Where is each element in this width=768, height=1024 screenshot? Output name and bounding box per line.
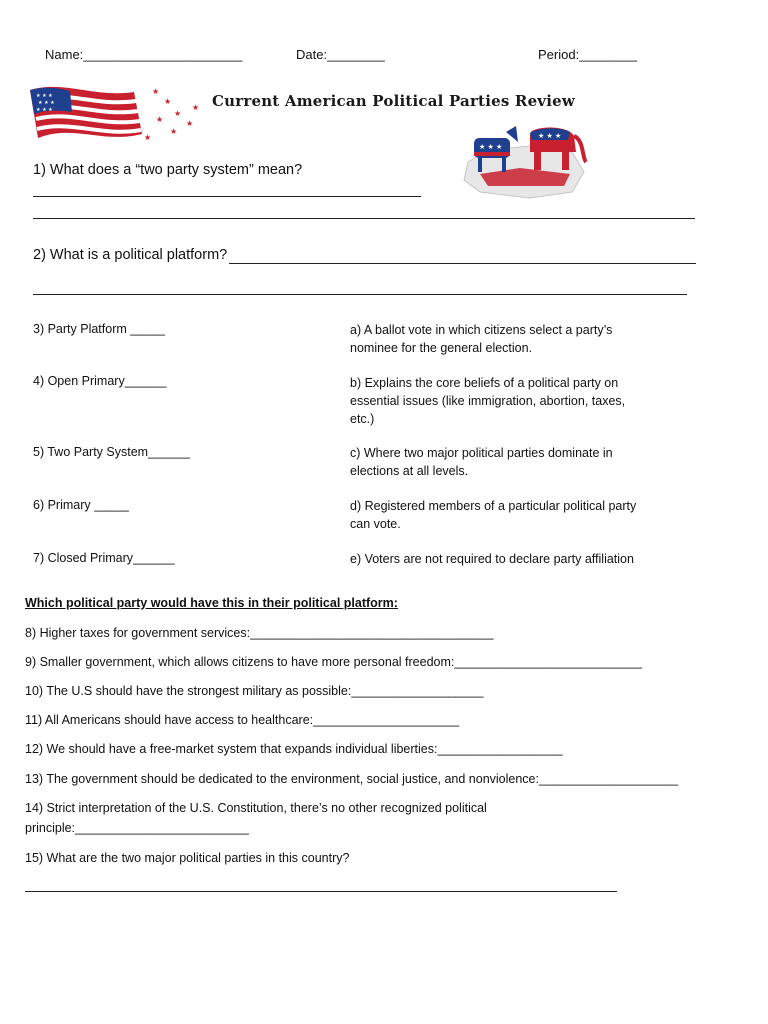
platform-item: 12) We should have a free-market system that expands individual liberties:__________________	[25, 742, 563, 756]
name-field[interactable]: Name:______________________	[45, 47, 243, 62]
answer-line[interactable]	[33, 196, 421, 197]
svg-text:★: ★	[186, 119, 194, 128]
answer-line[interactable]	[229, 263, 696, 264]
svg-text:★ ★ ★: ★ ★ ★	[38, 100, 55, 106]
matching-definition: b) Explains the core beliefs of a political party on essential issues (like immigration, abortion, taxes, etc.)	[350, 376, 626, 426]
matching-term: 4) Open Primary______	[33, 374, 167, 388]
matching-definition: a) A ballot vote in which citizens select a party’s nominee for the general election.	[350, 323, 613, 355]
matching-definition: d) Registered members of a particular political party can vote.	[350, 499, 637, 531]
answer-line[interactable]	[33, 294, 687, 295]
svg-text:★ ★ ★: ★ ★ ★	[479, 143, 503, 151]
matching-definition: c) Where two major political parties dominate in elections at all levels.	[350, 446, 613, 478]
period-field[interactable]: Period:________	[538, 47, 638, 62]
matching-term: 7) Closed Primary______	[33, 551, 175, 565]
platform-item: 9) Smaller government, which allows citizens to have more personal freedom:___________________________	[25, 655, 643, 669]
page-title: Current American Political Parties Review	[212, 92, 575, 110]
platform-item: principle:_________________________	[25, 821, 249, 835]
platform-item: 15) What are the two major political parties in this country?	[25, 851, 350, 865]
american-flag-icon	[24, 82, 204, 154]
date-field[interactable]: Date:________	[296, 47, 385, 62]
platform-item: 10) The U.S should have the strongest military as possible:___________________	[25, 684, 484, 698]
svg-text:★: ★	[152, 87, 160, 96]
svg-text:★: ★	[170, 127, 178, 136]
section-heading: Which political party would have this in their political platform:	[25, 596, 398, 610]
svg-text:★: ★	[144, 133, 152, 142]
matching-definition: e) Voters are not required to declare party affiliation	[350, 552, 634, 566]
donkey-elephant-icon	[460, 122, 590, 204]
platform-item: 8) Higher taxes for government services:___________________________________	[25, 626, 494, 640]
matching-term: 6) Primary _____	[33, 498, 129, 512]
question-2: 2) What is a political platform?	[33, 247, 228, 263]
platform-item: 11) All Americans should have access to healthcare:_____________________	[25, 713, 460, 727]
platform-item: 14) Strict interpretation of the U.S. Constitution, there’s no other recognized political	[25, 801, 487, 815]
svg-text:★: ★	[156, 115, 164, 124]
svg-text:★ ★ ★: ★ ★ ★	[36, 107, 53, 113]
matching-term: 5) Two Party System______	[33, 445, 190, 459]
svg-text:★: ★	[192, 103, 200, 112]
question-1: 1) What does a “two party system” mean?	[33, 162, 303, 178]
svg-text:★ ★ ★: ★ ★ ★	[538, 132, 562, 140]
svg-text:★: ★	[174, 109, 182, 118]
answer-line[interactable]	[25, 891, 617, 892]
platform-item: 13) The government should be dedicated to the environment, social justice, and nonviolence:____________________	[25, 772, 679, 786]
matching-term: 3) Party Platform _____	[33, 322, 166, 336]
svg-text:★ ★ ★: ★ ★ ★	[36, 93, 53, 99]
svg-text:★: ★	[164, 97, 172, 106]
answer-line[interactable]	[33, 218, 695, 219]
